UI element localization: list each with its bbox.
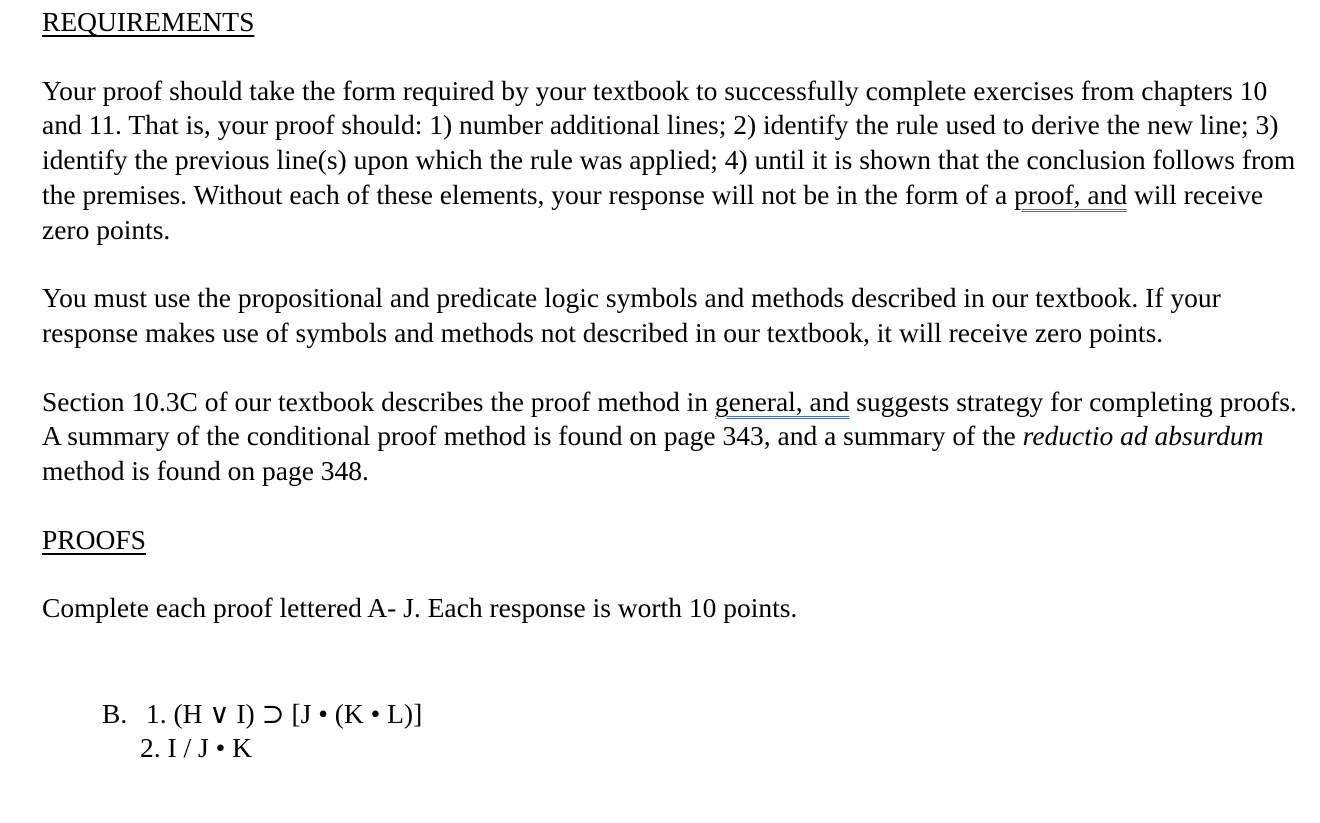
premise-1: 1. (H ∨ I) ⊃ [J • (K • L)] [146, 698, 423, 729]
proof-indent [102, 731, 140, 765]
premise-2-and-conclusion: 2. I / J • K [140, 732, 252, 763]
p3-text-after: method is found on page 348. [42, 455, 369, 487]
requirements-paragraph-2: You must use the propositional and predicate logic symbols and methods described in our textbook. If your response makes use of symbols and methods not described in our textbook, it will receive zero points. [42, 282, 1221, 348]
proof-problem-b [102, 697, 422, 765]
requirements-heading: REQUIREMENTS [42, 6, 255, 37]
requirements-paragraph-1 [42, 74, 1312, 248]
requirements-paragraph-3 [42, 385, 1312, 489]
proof-letter: B. [102, 698, 128, 729]
proofs-instruction: Complete each proof lettered A- J. Each response is worth 10 points. [42, 592, 798, 624]
proofs-heading: PROOFS [42, 523, 146, 555]
p3-italic-term: reductio ad absurdum [1022, 420, 1264, 452]
grammar-flag-proof-and[interactable]: proof, and [1014, 178, 1128, 210]
p1-text-after: will receive zero points. [42, 178, 1264, 245]
document-page [42, 5, 1312, 626]
p3-text-middle: suggests strategy for completing proofs. A summary of the conditional proof method is found on page 343, and a summary of the [42, 385, 1297, 452]
proof-line-1 [102, 697, 422, 731]
p1-text-before: Your proof should take the form required by your textbook to successfully complete exercises from chapters 10 and 11. That is, your proof should: 1) number additional lines; 2) identify the rule used to derive the new line; 3) identify the previous line(s) upon which the rule was applied; 4) until it is shown that the conclusion follows from the premises. Without each of these elements, your response will not be in the form of a [42, 74, 1296, 210]
p3-text-before: Section 10.3C of our textbook describes the proof method in [42, 385, 715, 417]
proof-line-2 [102, 731, 422, 765]
grammar-flag-general-and[interactable]: general, and [714, 385, 850, 417]
